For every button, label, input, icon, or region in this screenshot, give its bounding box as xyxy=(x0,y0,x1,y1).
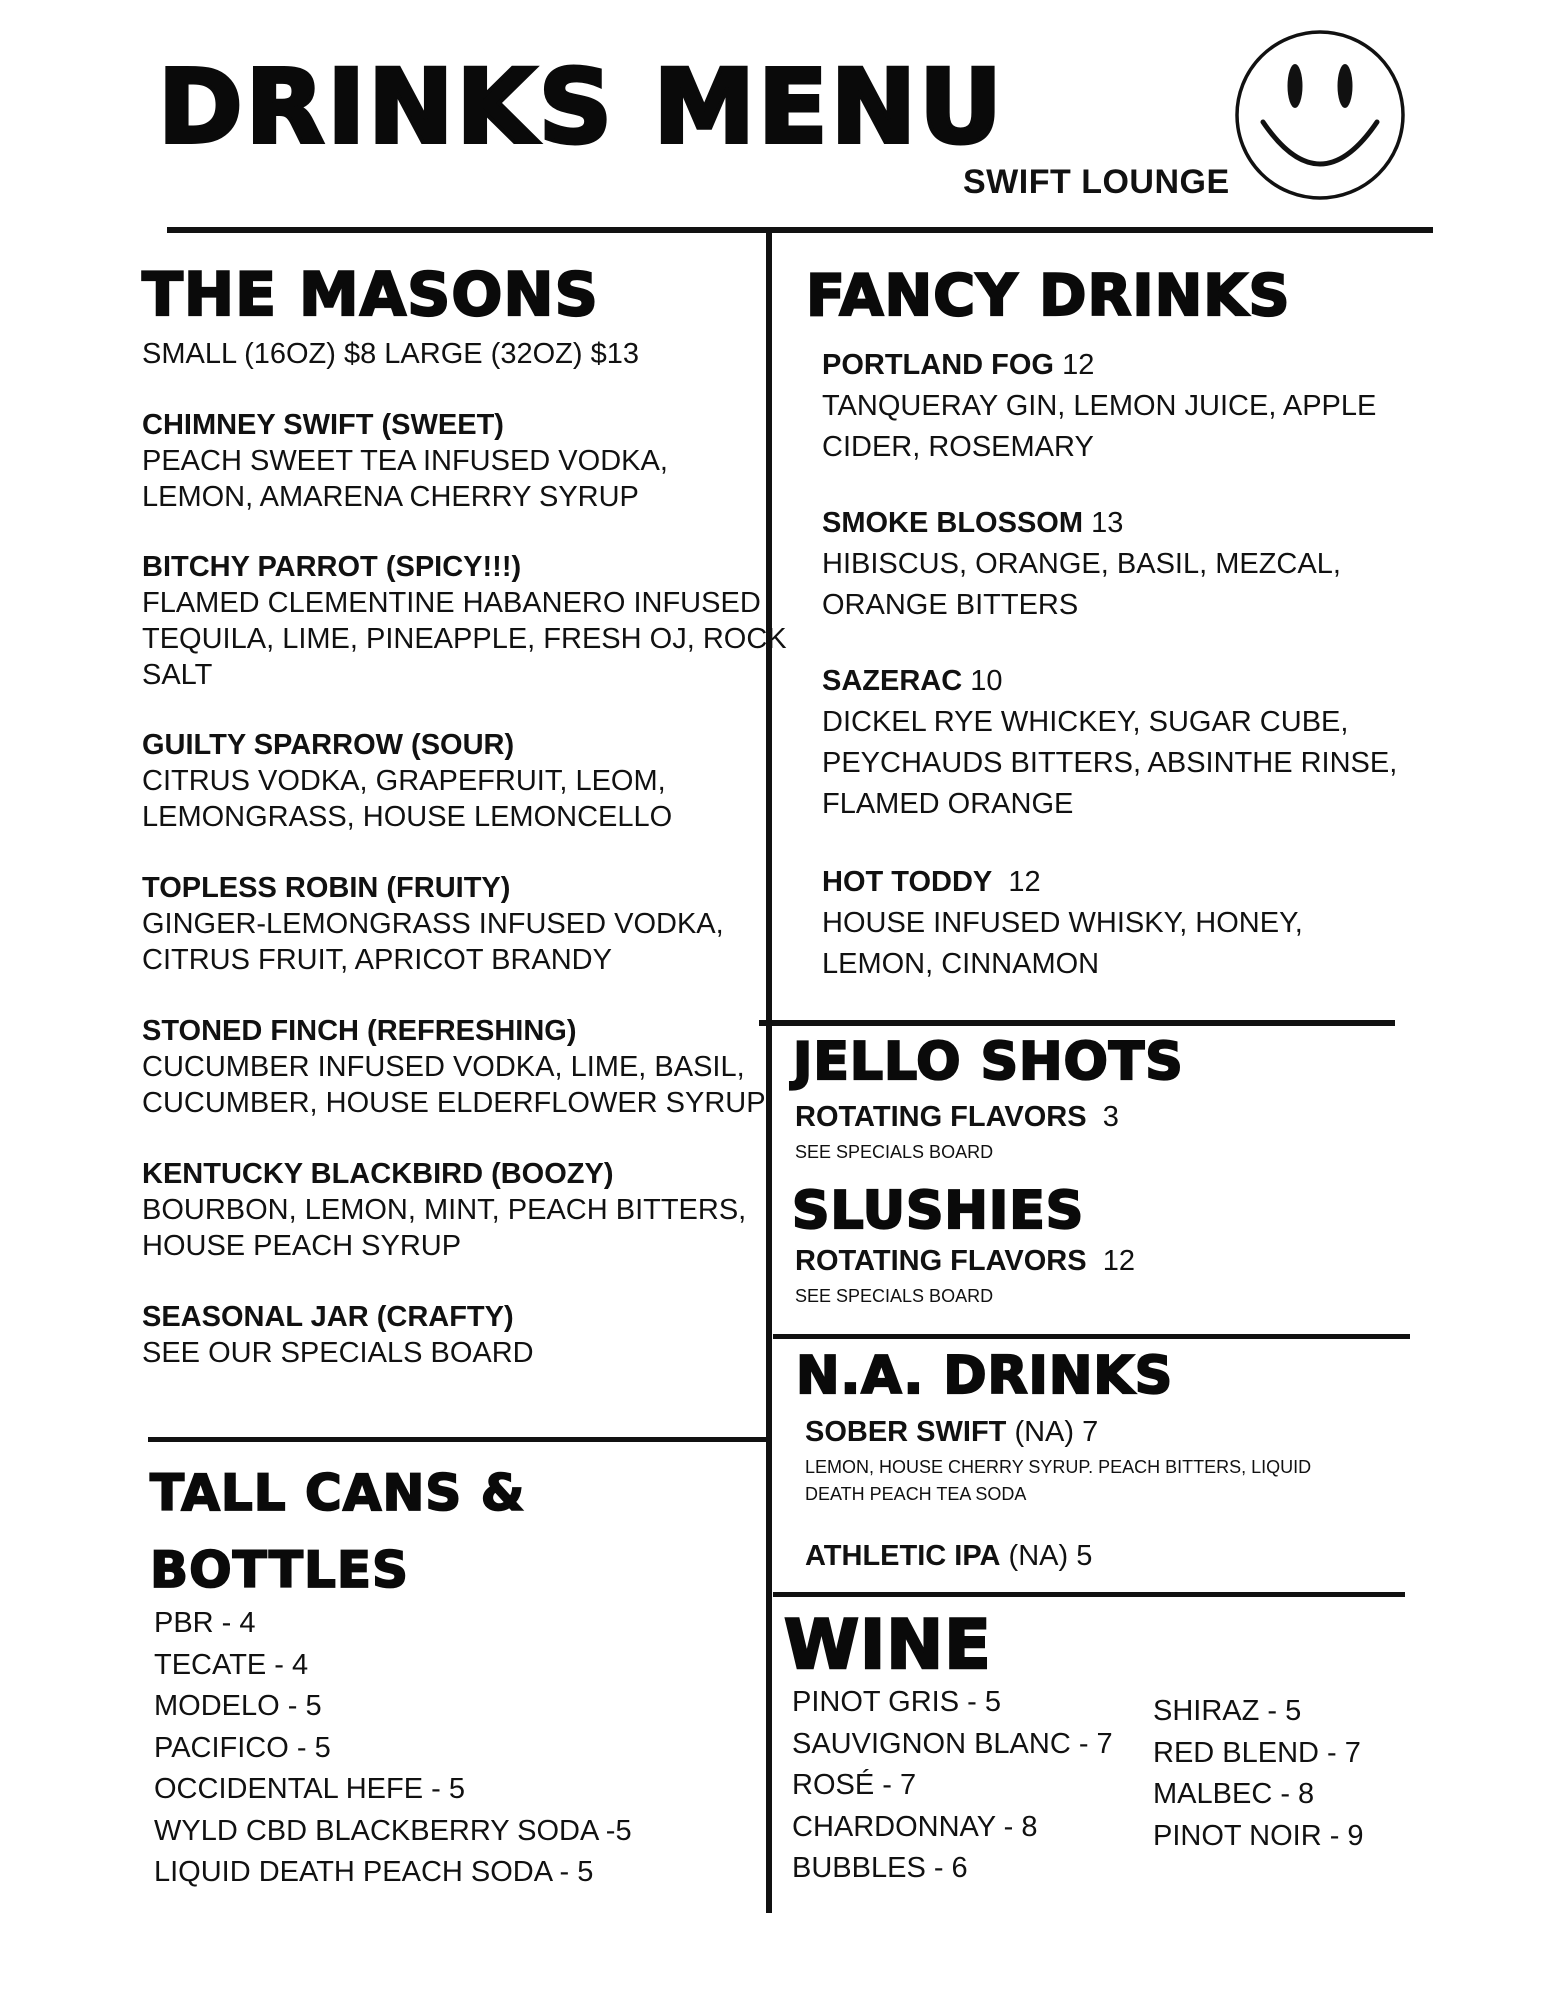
section-title-masons: THE MASONS xyxy=(142,260,599,330)
drink-desc: DEATH PEACH TEA SODA xyxy=(805,1484,1027,1504)
lounge-name: SWIFT LOUNGE xyxy=(963,163,1230,201)
drink-name: SMOKE BLOSSOM xyxy=(822,507,1084,539)
list-item: SAUVIGNON BLANC - 7 xyxy=(792,1727,1113,1760)
drink-name: ROTATING FLAVORS xyxy=(795,1245,1087,1277)
list-item: LIQUID DEATH PEACH SODA - 5 xyxy=(154,1856,594,1888)
specials-note: SEE SPECIALS BOARD xyxy=(795,1286,994,1306)
drink-desc: CITRUS FRUIT, APRICOT BRANDY xyxy=(142,944,612,976)
drink-desc: ORANGE BITTERS xyxy=(822,589,1079,621)
list-item: WYLD CBD BLACKBERRY SODA -5 xyxy=(154,1814,632,1847)
drink-name: STONED FINCH (REFRESHING) xyxy=(142,1015,577,1047)
menu-item xyxy=(142,727,672,835)
menu-item xyxy=(142,870,724,978)
masons-sizes: SMALL (16OZ) $8 LARGE (32OZ) $13 xyxy=(142,338,639,370)
list-item: BUBBLES - 6 xyxy=(792,1852,968,1884)
drink-desc: FLAMED ORANGE xyxy=(822,788,1074,820)
menu-item xyxy=(142,1013,766,1121)
na-divider xyxy=(773,1334,1410,1339)
drink-name: HOT TODDY xyxy=(822,866,993,898)
section-title-slushies: SLUSHIES xyxy=(792,1181,1085,1241)
drink-desc: SALT xyxy=(142,659,213,691)
drink-name: TOPLESS ROBIN (FRUITY) xyxy=(142,872,511,904)
menu-item xyxy=(142,1299,534,1371)
list-item: ROSÉ - 7 xyxy=(792,1769,917,1801)
menu-item xyxy=(822,862,1303,985)
page-title: DRINKS MENU xyxy=(158,48,1005,167)
drink-price: (NA) 7 xyxy=(1014,1416,1099,1448)
drink-desc: CITRUS VODKA, GRAPEFRUIT, LEOM, xyxy=(142,765,666,797)
drink-desc: SEE OUR SPECIALS BOARD xyxy=(142,1337,534,1369)
list-item: TECATE - 4 xyxy=(154,1648,309,1681)
drink-desc: TEQUILA, LIME, PINEAPPLE, FRESH OJ, ROCK xyxy=(142,623,787,655)
drink-price: 3 xyxy=(1102,1101,1119,1133)
drink-name: SEASONAL JAR (CRAFTY) xyxy=(142,1301,514,1333)
drink-name: BITCHY PARROT (SPICY!!!) xyxy=(142,551,522,583)
drink-desc: CIDER, ROSEMARY xyxy=(822,431,1094,463)
menu-item xyxy=(142,549,787,693)
wine-divider xyxy=(773,1592,1405,1597)
drink-price: 13 xyxy=(1091,507,1124,539)
drink-desc: DICKEL RYE WHICKEY, SUGAR CUBE, xyxy=(822,706,1349,738)
drink-desc: FLAMED CLEMENTINE HABANERO INFUSED xyxy=(142,587,761,619)
drink-desc: TANQUERAY GIN, LEMON JUICE, APPLE xyxy=(822,390,1377,422)
list-item: OCCIDENTAL HEFE - 5 xyxy=(154,1773,465,1805)
drink-name: ROTATING FLAVORS xyxy=(795,1101,1087,1133)
drink-price: 12 xyxy=(1062,349,1095,381)
smiley-face-icon xyxy=(1233,28,1407,202)
list-item: PBR - 4 xyxy=(154,1607,256,1639)
section-title-bottles: BOTTLES xyxy=(150,1541,410,1599)
list-item: MODELO - 5 xyxy=(154,1690,322,1722)
drink-name: CHIMNEY SWIFT (SWEET) xyxy=(142,409,504,441)
list-item: MALBEC - 8 xyxy=(1153,1778,1315,1810)
drink-desc: LEMONGRASS, HOUSE LEMONCELLO xyxy=(142,801,673,833)
menu-item xyxy=(822,661,1397,825)
drink-desc: HIBISCUS, ORANGE, BASIL, MEZCAL, xyxy=(822,548,1341,580)
menu-item xyxy=(822,503,1341,626)
column-divider xyxy=(766,231,772,1913)
drink-name: ATHLETIC IPA xyxy=(805,1540,1001,1572)
drink-price: (NA) 5 xyxy=(1008,1540,1093,1572)
drink-price: 12 xyxy=(1008,866,1041,898)
drink-desc: BOURBON, LEMON, MINT, PEACH BITTERS, xyxy=(142,1194,747,1226)
list-item: PINOT NOIR - 9 xyxy=(1153,1819,1364,1852)
header-divider xyxy=(167,227,1433,233)
tall-cans-divider xyxy=(148,1437,768,1442)
menu-item xyxy=(142,1156,746,1264)
drink-name: PORTLAND FOG xyxy=(822,349,1054,381)
drink-price: 12 xyxy=(1102,1245,1135,1277)
drink-desc: LEMON, CINNAMON xyxy=(822,948,1100,980)
drink-name: SOBER SWIFT xyxy=(805,1416,1007,1448)
list-item: CHARDONNAY - 8 xyxy=(792,1810,1038,1843)
menu-item xyxy=(142,407,668,515)
list-item: RED BLEND - 7 xyxy=(1153,1736,1361,1769)
specials-note: SEE SPECIALS BOARD xyxy=(795,1142,994,1162)
drink-desc: CUCUMBER INFUSED VODKA, LIME, BASIL, xyxy=(142,1051,745,1083)
wine-list-col1 xyxy=(792,1682,1113,1890)
drink-desc: HOUSE INFUSED WHISKY, HONEY, xyxy=(822,907,1303,939)
beer-list xyxy=(154,1603,632,1894)
section-title-tall-cans: TALL CANS & xyxy=(150,1464,526,1522)
drink-desc: GINGER-LEMONGRASS INFUSED VODKA, xyxy=(142,908,724,940)
drink-price: 10 xyxy=(970,665,1003,697)
drink-name: GUILTY SPARROW (SOUR) xyxy=(142,729,515,761)
drink-desc: LEMON, AMARENA CHERRY SYRUP xyxy=(142,481,639,513)
drink-desc: LEMON, HOUSE CHERRY SYRUP. PEACH BITTERS, LIQUID xyxy=(805,1457,1312,1477)
wine-list-col2 xyxy=(1153,1691,1364,1857)
menu-item xyxy=(822,345,1376,468)
list-item: SHIRAZ - 5 xyxy=(1153,1695,1302,1727)
drink-desc: PEACH SWEET TEA INFUSED VODKA, xyxy=(142,445,668,477)
jello-divider xyxy=(759,1020,1395,1026)
section-title-wine: WINE xyxy=(784,1606,992,1685)
drink-desc: HOUSE PEACH SYRUP xyxy=(142,1230,462,1262)
drink-name: KENTUCKY BLACKBIRD (BOOZY) xyxy=(142,1158,614,1190)
drink-desc: PEYCHAUDS BITTERS, ABSINTHE RINSE, xyxy=(822,747,1398,779)
section-title-jello: JELLO SHOTS xyxy=(793,1032,1184,1092)
list-item: PACIFICO - 5 xyxy=(154,1731,331,1764)
drink-desc: CUCUMBER, HOUSE ELDERFLOWER SYRUP xyxy=(142,1087,766,1119)
section-title-na: N.A. DRINKS xyxy=(796,1346,1174,1406)
list-item: PINOT GRIS - 5 xyxy=(792,1686,1001,1718)
section-title-fancy: FANCY DRINKS xyxy=(806,263,1291,329)
drink-name: SAZERAC xyxy=(822,665,963,697)
